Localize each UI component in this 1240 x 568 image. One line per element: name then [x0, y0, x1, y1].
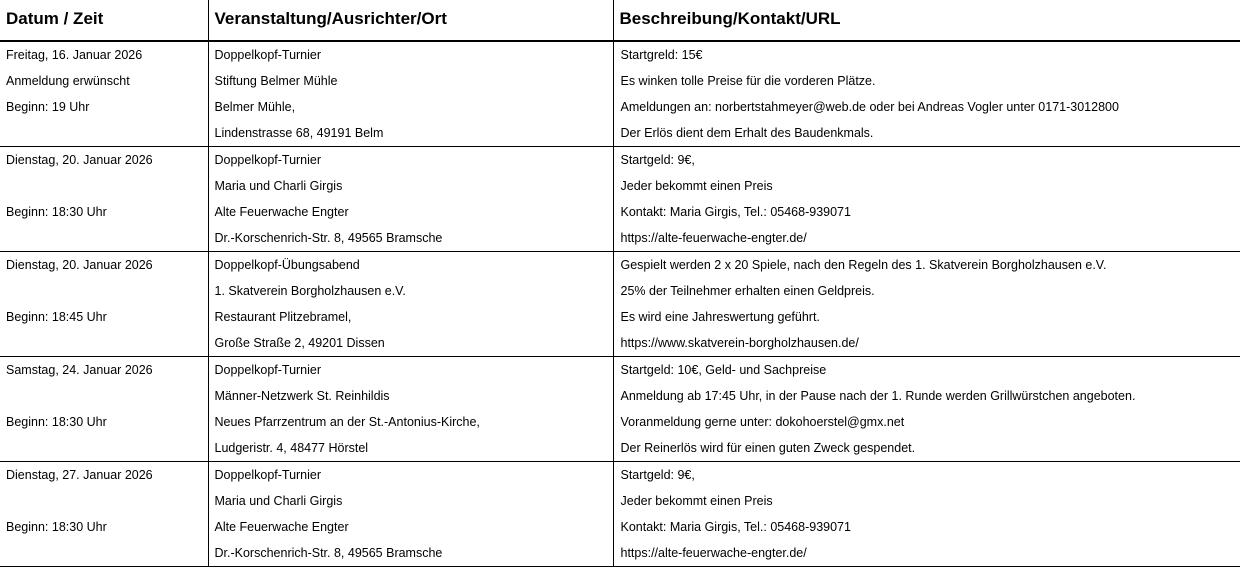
cell-description — [613, 147, 1240, 252]
date-line — [0, 120, 208, 146]
cell-description — [613, 252, 1240, 357]
cell-event — [208, 41, 613, 147]
event-line: Doppelkopf-Turnier — [214, 363, 322, 377]
description-line: Kontakt: Maria Girgis, Tel.: 05468-939071 — [620, 520, 851, 534]
event-line: Doppelkopf-Übungsabend — [214, 258, 360, 272]
event-line: Maria und Charli Girgis — [214, 179, 343, 193]
event-line: Doppelkopf-Turnier — [214, 48, 322, 62]
description-line: Startgeld: 9€, — [620, 153, 695, 167]
description-line: Der Erlös dient dem Erhalt des Baudenkmals. — [620, 126, 874, 140]
description-line: Kontakt: Maria Girgis, Tel.: 05468-939071 — [620, 205, 851, 219]
description-link[interactable]: https://alte-feuerwache-engter.de/ — [620, 231, 807, 245]
description-line: Ameldungen an: norbertstahmeyer@web.de oder bei Andreas Vogler unter 0171-3012800 — [620, 100, 1119, 114]
date-line — [0, 435, 208, 461]
date-line — [0, 488, 208, 514]
date-line — [0, 173, 208, 199]
date-line: Dienstag, 20. Januar 2026 — [6, 153, 153, 167]
date-line: Beginn: 19 Uhr — [6, 100, 90, 114]
date-line: Beginn: 18:45 Uhr — [6, 310, 107, 324]
date-line — [0, 278, 208, 304]
cell-date — [0, 41, 208, 147]
event-line: Stiftung Belmer Mühle — [214, 74, 338, 88]
event-line: Restaurant Plitzebramel, — [214, 310, 352, 324]
cell-event — [208, 462, 613, 567]
cell-event — [208, 147, 613, 252]
table-header — [0, 0, 1240, 41]
description-line: Voranmeldung gerne unter: dokohoerstel@gmx.net — [620, 415, 905, 429]
cell-description — [613, 357, 1240, 462]
cell-date — [0, 462, 208, 567]
table-row — [0, 252, 1240, 357]
cell-description — [613, 462, 1240, 567]
event-line: Große Straße 2, 49201 Dissen — [214, 336, 385, 350]
cell-description — [613, 41, 1240, 147]
date-line: Dienstag, 20. Januar 2026 — [6, 258, 153, 272]
event-line: Doppelkopf-Turnier — [214, 468, 322, 482]
date-line — [0, 383, 208, 409]
date-line: Freitag, 16. Januar 2026 — [6, 48, 143, 62]
date-line — [0, 330, 208, 356]
table-header-row — [0, 0, 1240, 41]
description-line: Jeder bekommt einen Preis — [620, 494, 773, 508]
description-line: Startgeld: 9€, — [620, 468, 695, 482]
description-line: Es wird eine Jahreswertung geführt. — [620, 310, 820, 324]
column-header-description: Beschreibung/Kontakt/URL — [613, 0, 1240, 41]
date-line: Beginn: 18:30 Uhr — [6, 415, 107, 429]
event-line: Belmer Mühle, — [214, 100, 296, 114]
cell-event — [208, 357, 613, 462]
description-line: Es winken tolle Preise für die vorderen Plätze. — [620, 74, 876, 88]
description-link[interactable]: https://www.skatverein-borgholzhausen.de/ — [620, 336, 859, 350]
date-line: Samstag, 24. Januar 2026 — [6, 363, 153, 377]
table-body — [0, 41, 1240, 567]
event-line: Doppelkopf-Turnier — [214, 153, 322, 167]
event-line: Neues Pfarrzentrum an der St.-Antonius-Kirche, — [214, 415, 480, 429]
description-line: Gespielt werden 2 x 20 Spiele, nach den Regeln des 1. Skatverein Borgholzhausen e.V. — [620, 258, 1107, 272]
date-line: Dienstag, 27. Januar 2026 — [6, 468, 153, 482]
date-line: Beginn: 18:30 Uhr — [6, 205, 107, 219]
table-row — [0, 41, 1240, 147]
cell-event — [208, 252, 613, 357]
event-line: Maria und Charli Girgis — [214, 494, 343, 508]
table-row — [0, 357, 1240, 462]
date-line — [0, 540, 208, 566]
description-line: Der Reinerlös wird für einen guten Zweck gespendet. — [620, 441, 916, 455]
event-line: Ludgeristr. 4, 48477 Hörstel — [214, 441, 369, 455]
event-line: Dr.-Korschenrich-Str. 8, 49565 Bramsche — [214, 231, 443, 245]
cell-date — [0, 147, 208, 252]
event-line: Männer-Netzwerk St. Reinhildis — [214, 389, 390, 403]
description-line: Jeder bekommt einen Preis — [620, 179, 773, 193]
description-link[interactable]: https://alte-feuerwache-engter.de/ — [620, 546, 807, 560]
event-line: Alte Feuerwache Engter — [214, 520, 349, 534]
description-line: Startgreld: 15€ — [620, 48, 703, 62]
date-line: Beginn: 18:30 Uhr — [6, 520, 107, 534]
description-line: Anmeldung ab 17:45 Uhr, in der Pause nach der 1. Runde werden Grillwürstchen angeboten. — [620, 389, 1136, 403]
cell-date — [0, 252, 208, 357]
event-line: Dr.-Korschenrich-Str. 8, 49565 Bramsche — [214, 546, 443, 560]
date-line: Anmeldung erwünscht — [6, 74, 130, 88]
column-header-date: Datum / Zeit — [0, 0, 208, 41]
event-line: Lindenstrasse 68, 49191 Belm — [214, 126, 384, 140]
cell-date — [0, 357, 208, 462]
table-row — [0, 147, 1240, 252]
description-line: Startgeld: 10€, Geld- und Sachpreise — [620, 363, 827, 377]
event-line: 1. Skatverein Borgholzhausen e.V. — [214, 284, 406, 298]
event-line: Alte Feuerwache Engter — [214, 205, 349, 219]
table-row — [0, 462, 1240, 567]
date-line — [0, 225, 208, 251]
column-header-event: Veranstaltung/Ausrichter/Ort — [208, 0, 613, 41]
description-line: 25% der Teilnehmer erhalten einen Geldpreis. — [620, 284, 875, 298]
